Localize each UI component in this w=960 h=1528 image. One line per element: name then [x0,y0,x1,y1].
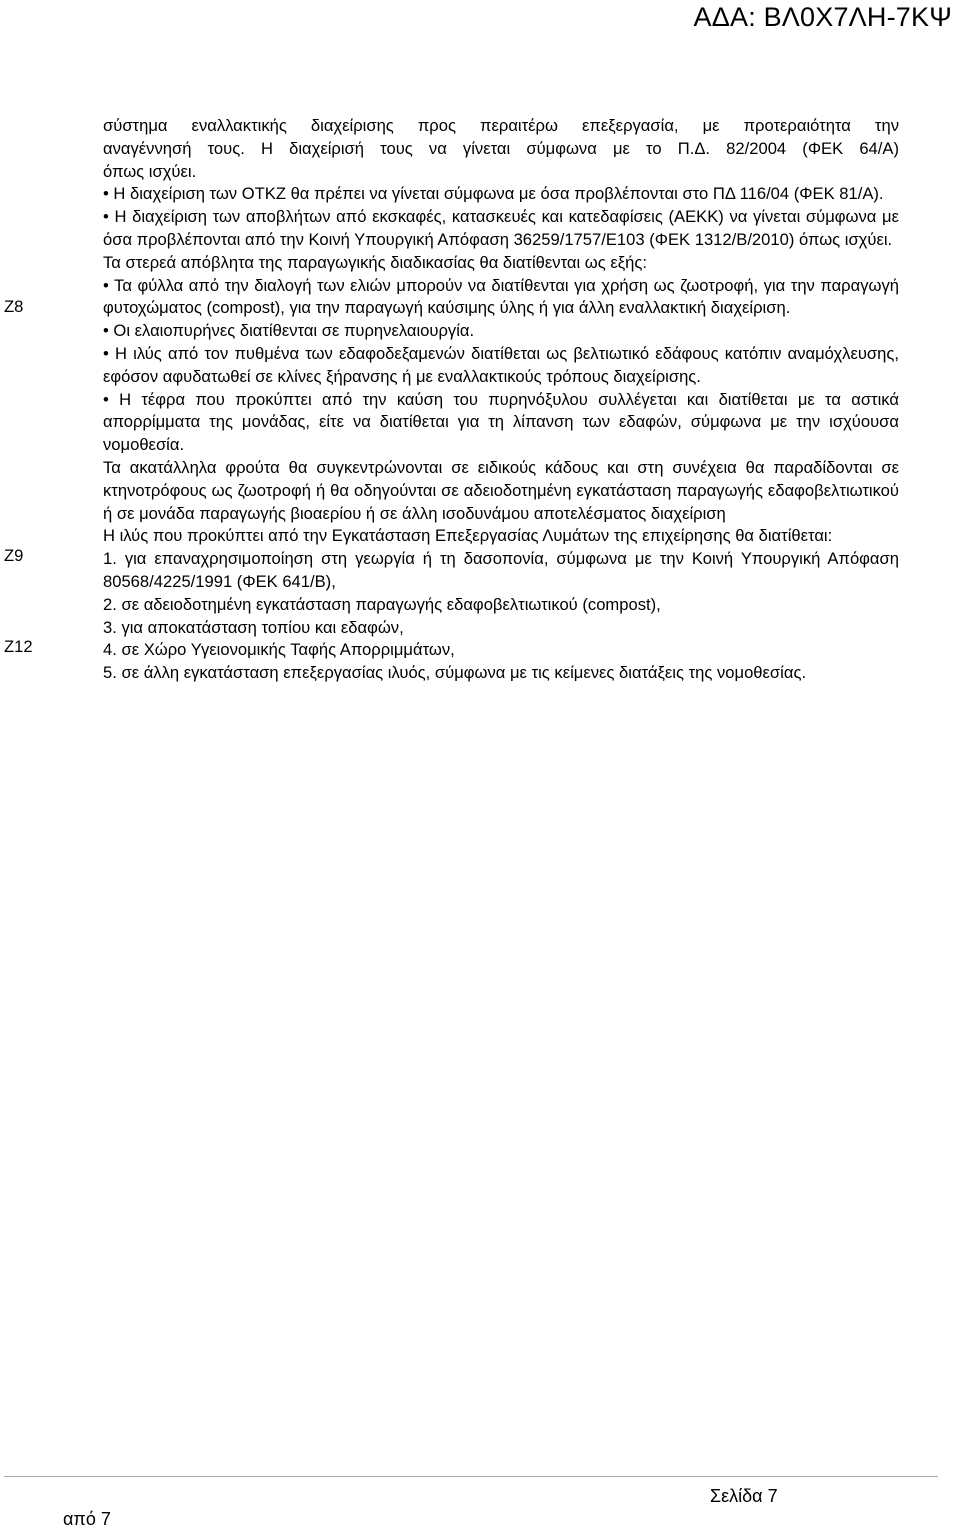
z12-item: 2. σε αδειοδοτημένη εγκατάσταση παραγωγής εδαφοβελτιωτικού (compost), [103,594,661,614]
bullet-otkz: • Η διαχείριση των ΟΤΚΖ θα πρέπει να γίνεται σύμφωνα με όσα προβλέπονται στο ΠΔ 116/04 (ΦΕΚ 81/Α). [103,184,884,204]
ada-code: ΑΔΑ: ΒΛ0Χ7ΛΗ-7ΚΨ [693,2,952,32]
footer-divider [4,1476,938,1477]
z12-item: 1. για επαναχρησιμοποίηση στη γεωργία ή τη δασοπονία, σύμφωνα με την Κοινή Υπουργική Απόφαση 80568/4225/1991 (ΦΕΚ 641/Β), [103,549,899,591]
z12-item: 4. σε Χώρο Υγειονομικής Ταφής Απορριμμάτων, [103,640,455,660]
z8-bullet: • Τα φύλλα από την διαλογή των ελιών μπορούν να διατίθενται για χρήση ως ζωοτροφή, για την παραγωγή φυτοχώματος (compost), για την παραγωγή καύσιμης ύλης ή για άλλη εναλλακτική διαχείριση. [103,275,899,318]
code-z9: Ζ9 [4,546,24,565]
bullet-aekk: • Η διαχείριση των αποβλήτων από εκσκαφές, κατασκευές και κατεδαφίσεις (ΑΕΚΚ) να γίνεται σύμφωνα με όσα προβλέπονται από την Κοινή Υπουργική Απόφαση 36259/1757/Ε103 (ΦΕΚ 1312/Β/2010) όπως ισχύει. [103,207,899,249]
code-z8: Ζ8 [4,297,24,316]
intro-line: όπως ισχύει. [103,161,197,181]
document-body [103,115,899,685]
z12-intro: Η ιλύς που προκύπτει από την Εγκατάσταση Επεξεργασίας Λυμάτων της επιχείρησης θα διατίθεται: [103,526,833,546]
code-z12: Ζ12 [4,637,33,656]
z8-bullet: • Οι ελαιοπυρήνες διατίθενται σε πυρηνελαιουργία. [103,321,475,341]
z12-item: 3. για αποκατάσταση τοπίου και εδαφών, [103,617,404,637]
z8-intro: Τα στερεά απόβλητα της παραγωγικής διαδικασίας θα διατίθενται ως εξής: [103,252,648,272]
z8-bullet: • Η τέφρα που προκύπτει από την καύση του πυρηνόξυλου συλλέγεται και διατίθεται με τα αστικά απορρίμματα της μονάδας, είτε να διατίθεται για τη λίπανση των εδαφών, σύμφωνα με την ισχύουσα νομοθεσία. [103,389,899,455]
page-number: Σελίδα 7 [710,1486,778,1506]
z12-item: 5. σε άλλη εγκατάσταση επεξεργασίας ιλυός, σύμφωνα με τις κείμενες διατάξεις της νομοθεσίας. [103,663,807,683]
page-total: από 7 [63,1509,111,1528]
intro-line: αναγέννησή τους. Η διαχείρισή τους να γίνεται σύμφωνα με το Π.Δ. 82/2004 (ΦΕΚ 64/Α) [103,138,899,158]
z9-text: Τα ακατάλληλα φρούτα θα συγκεντρώνονται σε ειδικούς κάδους και στη συνέχεια θα παραδίδονται σε κτηνοτρόφους ως ζωοτροφή ή θα οδηγούνται σε αδειοδοτημένη εγκατάσταση παραγωγής εδαφοβελτιωτικού ή σε μονάδα παραγωγής βιοαερίου ή σε άλλη ισοδυνάμου αποτελέσματος διαχείριση [103,457,899,523]
z8-bullet: • Η ιλύς από τον πυθμένα των εδαφοδεξαμενών διατίθεται ως βελτιωτικό εδάφους κατόπιν αναμόχλευσης, εφόσον αφυδατωθεί σε κλίνες ξήρανσης ή με εναλλακτικούς τρόπους διαχείρισης. [103,343,899,386]
intro-line: σύστημα εναλλακτικής διαχείρισης προς περαιτέρω επεξεργασία, με προτεραιότητα την [103,116,899,135]
